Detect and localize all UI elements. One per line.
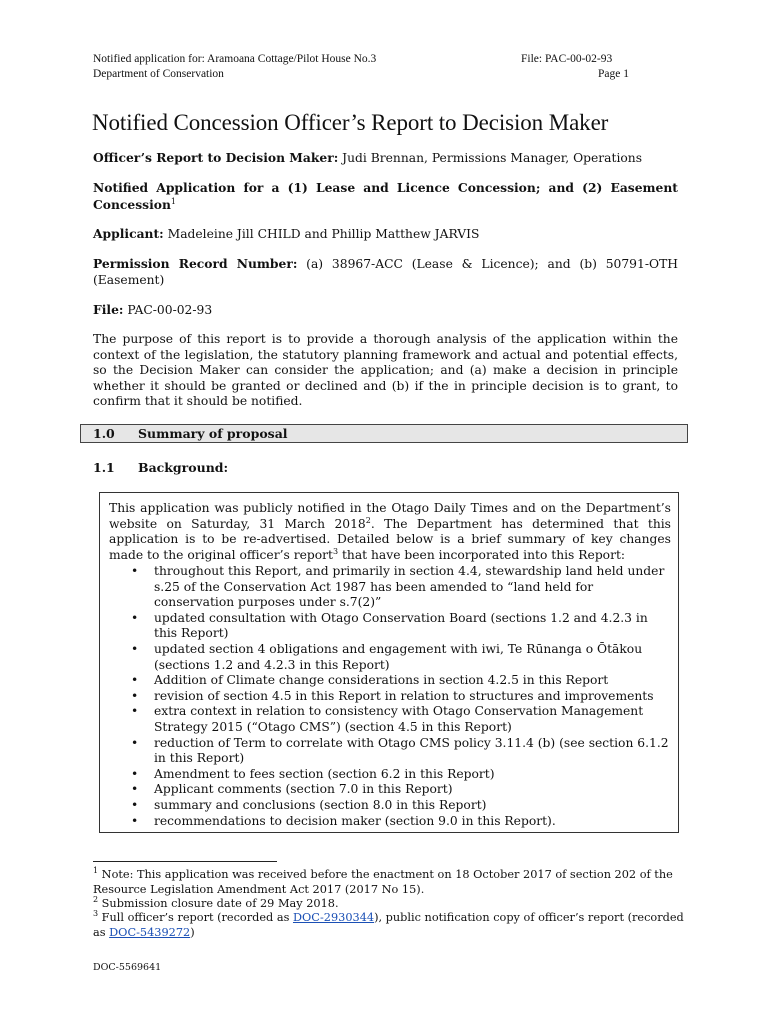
application-type xyxy=(93,180,678,213)
footnote-ref-2: 2 xyxy=(365,515,371,525)
permission-record-label: Permission Record Number: xyxy=(93,256,298,271)
footnote-1-text: Note: This application was received before the enactment on 18 October 2017 of section 202 of the Resource Legislation Amendment Act 2017 (2017 No 15). xyxy=(93,868,673,896)
applicant-value: Madeleine Jill CHILD and Phillip Matthew JARVIS xyxy=(163,227,480,241)
footnote-2-text: Submission closure date of 29 May 2018. xyxy=(98,897,339,910)
bullet-icon: • xyxy=(131,673,139,688)
bullet-icon: • xyxy=(131,704,139,719)
background-box xyxy=(99,492,679,833)
background-intro xyxy=(109,501,671,563)
header-department-line: Department of Conservation xyxy=(93,68,224,80)
section-title: Summary of proposal xyxy=(138,426,288,441)
report-title: Notified Concession Officer’s Report to Decision Maker xyxy=(92,110,609,135)
bullet-icon: • xyxy=(131,564,139,578)
bullet-icon: • xyxy=(131,766,139,781)
document-id: DOC-5569641 xyxy=(93,962,162,973)
list-item: • recommendations to decision maker (section 9.0 in this Report). xyxy=(131,813,556,828)
bullet-icon: • xyxy=(131,641,139,656)
subsection-number: 1.1 xyxy=(93,460,115,475)
file-line xyxy=(93,302,678,319)
officer-label: Officer’s Report to Decision Maker: xyxy=(93,150,339,165)
list-item: • reduction of Term to correlate with Otago CMS policy 3.11.4 (b) (see section 6.1.2 in this Report) xyxy=(131,735,669,766)
header-file-line: File: PAC-00-02-93 xyxy=(521,53,613,65)
list-item: • throughout this Report, and primarily in section 4.4, stewardship land held under s.25 of the Conservation Act 1987 has been amended to “land held for conservation purposes under s.7(2)” xyxy=(131,564,665,610)
background-intro-part1: This application was publicly notified in the Otago Daily Times and on the Department’s website on Saturday, 31 March 2018 xyxy=(109,501,671,531)
bullet-icon: • xyxy=(131,782,139,797)
officer-line xyxy=(93,150,678,167)
footnote-1 xyxy=(93,867,693,897)
purpose-paragraph: The purpose of this report is to provide a thorough analysis of the application within the context of the legislation, the statutory planning framework and actual and potential effects, so the Decision Maker can consider the application; and (a) make a decision in principle whether it should be granted or declined and (b) if the in principle decision is to grant, to confirm that it should be notified. xyxy=(93,332,678,408)
bullet-icon: • xyxy=(131,735,139,750)
footnote-1-number: 1 xyxy=(93,866,99,876)
applicant-line xyxy=(93,226,678,243)
bullet-icon: • xyxy=(131,688,139,703)
file-value: PAC-00-02-93 xyxy=(123,303,213,317)
file-label: File: xyxy=(93,302,124,317)
footnote-ref-3: 3 xyxy=(332,546,339,556)
list-item: • summary and conclusions (section 8.0 in this Report) xyxy=(131,797,487,812)
list-item: • updated consultation with Otago Conservation Board (sections 1.2 and 4.2.3 in this Report) xyxy=(131,610,648,641)
footnote-divider xyxy=(93,861,277,862)
footnote-ref-1: 1 xyxy=(170,196,176,206)
doc-link-officer-report[interactable]: DOC-2930344 xyxy=(292,911,375,924)
footnote-2 xyxy=(93,896,693,911)
bullet-icon: • xyxy=(131,610,139,625)
section-heading-summary xyxy=(80,424,688,443)
list-item: • Addition of Climate change considerations in section 4.2.5 in this Report xyxy=(131,673,609,688)
list-item: • Applicant comments (section 7.0 in this Report) xyxy=(131,782,453,797)
officer-value: Judi Brennan, Permissions Manager, Operations xyxy=(338,151,643,165)
application-type-text: Notified Application for a (1) Lease and Licence Concession; and (2) Easement Concession xyxy=(93,180,678,212)
header-page-number: Page 1 xyxy=(598,68,629,80)
permission-record-value: (a) 38967-ACC (Lease & Licence); and (b) 50791-OTH (Easement) xyxy=(93,257,678,287)
permission-record-line xyxy=(93,256,678,288)
doc-link-public-notification[interactable]: DOC-5439272 xyxy=(109,926,191,939)
header-application-line: Notified application for: Aramoana Cottage/Pilot House No.3 xyxy=(93,53,377,65)
background-intro-part2: . The Department has determined that this application is to be re-advertised. Detailed below is a brief summary of key changes made to the original officer’s report xyxy=(109,516,671,562)
footnote-3-number: 3 xyxy=(93,909,99,919)
list-item: • revision of section 4.5 in this Report in relation to structures and improvements xyxy=(131,688,654,703)
footnote-2-number: 2 xyxy=(93,895,99,905)
background-intro-part3: that have been incorporated into this Report: xyxy=(338,547,626,562)
changes-list xyxy=(109,564,671,829)
running-header-right xyxy=(521,52,629,82)
footnote-3: $^3$ Full officer’s report (recorded as DOC-2930344), public notification copy of officer’s report (recorded as DOC-5439272) xyxy=(93,909,684,939)
subsection-title: Background: xyxy=(138,460,229,475)
list-item: • updated section 4 obligations and engagement with iwi, Te Rūnanga o Ōtākou (sections 1.2 and 4.2.3 in this Report) xyxy=(131,641,643,672)
section-number: 1.0 xyxy=(93,426,115,441)
list-item: • extra context in relation to consistency with Otago Conservation Management Strategy 2015 (“Otago CMS”) (section 4.5 in this Report) xyxy=(131,704,644,734)
bullet-icon: • xyxy=(131,813,139,828)
applicant-label: Applicant: xyxy=(93,226,164,241)
bullet-icon: • xyxy=(131,797,139,812)
list-item: • Amendment to fees section (section 6.2 in this Report) xyxy=(131,766,495,781)
running-header-left xyxy=(93,52,376,82)
